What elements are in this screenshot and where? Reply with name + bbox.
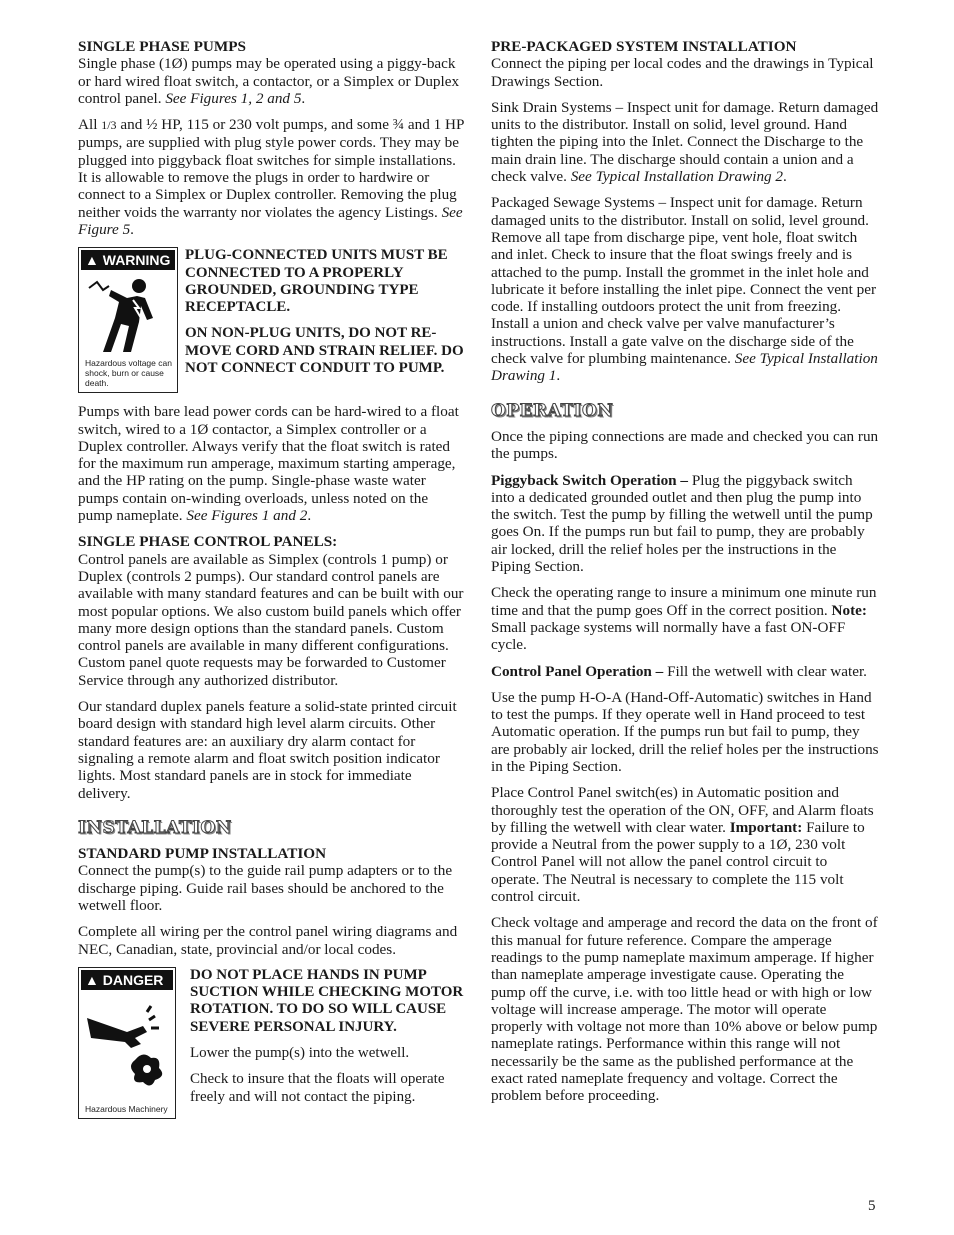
single-phase-pumps-paragraph xyxy=(78,38,464,107)
drawing-reference: See Typical Installation Drawing 2 xyxy=(570,168,784,186)
warning-paragraph-2: ON NON-PLUG UNITS, DO NOT RE-MOVE CORD AND STRAIN RELIEF. DO NOT CONNECT CONDUIT TO PUMP. xyxy=(185,325,464,377)
important-label: Important: xyxy=(729,818,803,836)
body-text: Plug the piggyback switch into a dedicated grounded outlet and then plug the pump into the switch. Test the pump by filling the wetwell until the pump goes On. If the pumps run but fail to pump, they are probably air locked, drill the relief holes per the instructions in the Piping Section. xyxy=(491,471,873,576)
body-text: Packaged Sewage Systems – Inspect unit for damage. Return damaged units to the distributor. Install on solid, level ground. Remove all tape from discharge pipe, vent hole, float switch and inlet. Check to insure that the float swings freely and is attached to the pump. Install the grommet in the inlet hole and lubricate it before installing the inlet pipe. Connect the vent per code. If installing outdoors protect the unit from freezing. Install a union and check valve per valve manufacturer’s instructions. Install a gate valve on the discharge side of the check valve for plumbing maintenance. xyxy=(491,194,877,368)
warning-text xyxy=(178,247,464,393)
danger-caption: Hazardous Machinery xyxy=(85,1103,168,1114)
operating-range-paragraph xyxy=(491,584,879,653)
body-text: Failure to provide a Neutral from the power supply to a 1Ø, 230 volt Control Panel will not allow the panel control circuit to operate. The Neutral is necessary to complete the 115 volt control circuit. xyxy=(491,818,865,906)
section-title-operation: OPERATION xyxy=(491,400,614,421)
bare-lead-paragraph xyxy=(78,403,464,524)
body-text: . xyxy=(307,507,312,525)
warning-label: ▲ WARNING xyxy=(81,250,175,270)
control-panels-paragraph xyxy=(78,533,464,689)
body-text: Place Control Panel switch(es) in Automatic position and thoroughly test the operation of the ON, OFF, and Alarm floats by filling the wetwell with clear water. xyxy=(491,784,874,836)
packaged-sewage-paragraph xyxy=(491,194,879,384)
page-number: 5 xyxy=(868,1198,876,1214)
danger-text xyxy=(176,967,464,1119)
left-column xyxy=(78,38,464,1129)
lower-pump-paragraph: Lower the pump(s) into the wetwell. xyxy=(190,1045,410,1062)
piggyback-paragraph xyxy=(491,472,879,576)
hazardous-machinery-icon xyxy=(81,998,175,1088)
electric-shock-icon xyxy=(81,274,177,354)
body-text: Control panels are available as Simplex (controls 1 pump) or Duplex (controls 2 pumps). Our standard control panels are available with many standard features and can be built with our most popular options. We also custom build panels which offer many more design options than the standard panels. Custom control panels are available in many different configurations. Custom panel quote requests may be forwarded to Customer Service through any authorized distributor. xyxy=(78,550,464,689)
check-floats-paragraph: Check to insure that the floats will operate freely and will not contact the piping. xyxy=(190,1071,445,1105)
body-text: Pumps with bare lead power cords can be hard-wired to a float switch, wired to a 1Ø contactor, a Simplex controller or a Duplex controller. Always verify that the float switch is rated for the maximum run amperage, maximum starting amperage, and the HP rating on the pump. Single-phase waste water pumps contain on-winding overloads, unless noted on the pump nameplate. xyxy=(78,403,459,525)
danger-paragraph-1: DO NOT PLACE HANDS IN PUMP SUCTION WHILE CHECKING MOTOR ROTATION. TO DO SO WILL CAUSE SEVERE PERSONAL INJURY. xyxy=(190,966,464,1035)
piggyback-label: Piggyback Switch Operation – xyxy=(491,471,689,489)
body-text: . xyxy=(301,89,306,107)
heading-control-panels: SINGLE PHASE CONTROL PANELS: xyxy=(78,533,338,551)
standard-installation-paragraph xyxy=(78,845,464,914)
right-column xyxy=(491,38,879,1114)
danger-label-text: DANGER xyxy=(102,971,164,988)
heading-prepackaged-installation: PRE-PACKAGED SYSTEM INSTALLATION xyxy=(491,38,797,55)
body-text: and ½ HP, 115 or 230 volt pumps, and some ¾ and 1 HP pumps, are supplied with plug style power cords. They may be plugged into piggyback float switches for simple installations. It is allowable to remove the plugs in order to hardwire or connect to a Simplex or Duplex controller. Removing the plug neither voids the warranty nor violates the agency Listings. xyxy=(78,116,464,221)
warning-paragraph-1: PLUG-CONNECTED UNITS MUST BE CONNECTED TO A PROPERLY GROUNDED, GROUNDING TYPE RECEPTACLE. xyxy=(185,247,448,316)
body-text: . xyxy=(783,168,787,186)
body-text: . xyxy=(130,220,134,238)
section-title-installation: INSTALLATION xyxy=(78,817,232,838)
sink-drain-paragraph xyxy=(491,99,879,185)
voltage-amperage-paragraph: Check voltage and amperage and record the data on the front of this manual for future reference. Compare the amperage readings to the pump nameplate maximum amperage. If higher than nameplate amperage investigate cause. Operating the pump off the curve, i.e. with too little head or with high or low voltage will increase amperage. The motor will operate properly with voltage not more than 10% above or below pump nameplate ratings. Performance within this range will not necessarily be the same as the published performance at the exact rated nameplate frequency and voltage. Correct the problem before proceeding. xyxy=(491,914,878,1105)
warning-sign xyxy=(78,247,178,393)
body-text: Small package systems will normally have a fast ON-OFF cycle. xyxy=(491,618,846,654)
heading-single-phase-pumps: SINGLE PHASE PUMPS xyxy=(78,38,246,55)
warning-label-text: WARNING xyxy=(102,252,171,269)
body-text: Connect the piping per local codes and the drawings in Typical Drawings Section. xyxy=(491,55,874,90)
control-panel-operation-label: Control Panel Operation – xyxy=(491,662,664,680)
figure-reference: See Figures 1, 2 and 5 xyxy=(165,89,302,107)
wiring-paragraph: Complete all wiring per the control panel wiring diagrams and NEC, Canadian, state, provincial and/or local codes. xyxy=(78,923,458,958)
prepackaged-paragraph xyxy=(491,38,879,90)
danger-label: ▲ DANGER xyxy=(81,970,173,990)
body-text: Single phase (1Ø) pumps may be operated using a piggy-back or hard wired float switch, a contactor, or a Simplex or Duplex control panel. xyxy=(78,55,460,107)
duplex-panels-paragraph: Our standard duplex panels feature a solid-state printed circuit board design with standard high level alarm circuits. Other standard features are: an auxiliary dry alarm contact for signaling a remote alarm and float switch position indicator lights. Most standard panels are in stock for immediate delivery. xyxy=(78,698,457,802)
heading-standard-installation: STANDARD PUMP INSTALLATION xyxy=(78,845,327,863)
automatic-paragraph xyxy=(491,784,879,905)
body-text: Sink Drain Systems – Inspect unit for damage. Return damaged units to the distributor. Install on solid, level ground. Hand tighten the piping into the Inlet. Connect the Discharge to the main drain line. The discharge should contain a union and a check valve. xyxy=(491,98,879,186)
hoa-paragraph: Use the pump H-O-A (Hand-Off-Automatic) switches in Hand to test the pumps. If they operate well in Hand proceed to test Automatic operation. If the pumps run but fail to pump, they are probably air locked, drill the relief holes per the instructions in the Piping Section. xyxy=(491,688,879,775)
warning-caption: Hazardous voltage can shock, burn or cause death. xyxy=(85,358,172,389)
danger-sign xyxy=(78,967,176,1119)
danger-box xyxy=(78,967,464,1119)
warning-box xyxy=(78,247,464,393)
body-text: Check the operating range to insure a minimum one minute run time and that the pump goes Off in the correct position. xyxy=(491,584,877,619)
operation-intro-paragraph: Once the piping connections are made and checked you can run the pumps. xyxy=(491,427,879,463)
figure-reference: See Figures 1 and 2 xyxy=(186,507,308,525)
body-text: Connect the pump(s) to the guide rail pump adapters or to the discharge piping. Guide rail bases should be anchored to the wetwell floor. xyxy=(78,862,453,914)
control-panel-operation-paragraph xyxy=(491,663,879,680)
figure-reference: See Figure 5 xyxy=(78,203,463,238)
fraction-one-third: 1/3 xyxy=(101,118,117,133)
drawing-reference: See Typical Installation Drawing 1 xyxy=(491,350,878,385)
body-text: Fill the wetwell with clear water. xyxy=(663,662,867,680)
plug-cord-paragraph xyxy=(78,116,464,238)
body-text: . xyxy=(556,367,561,385)
body-text: All xyxy=(78,116,102,134)
note-label: Note: xyxy=(831,601,867,619)
